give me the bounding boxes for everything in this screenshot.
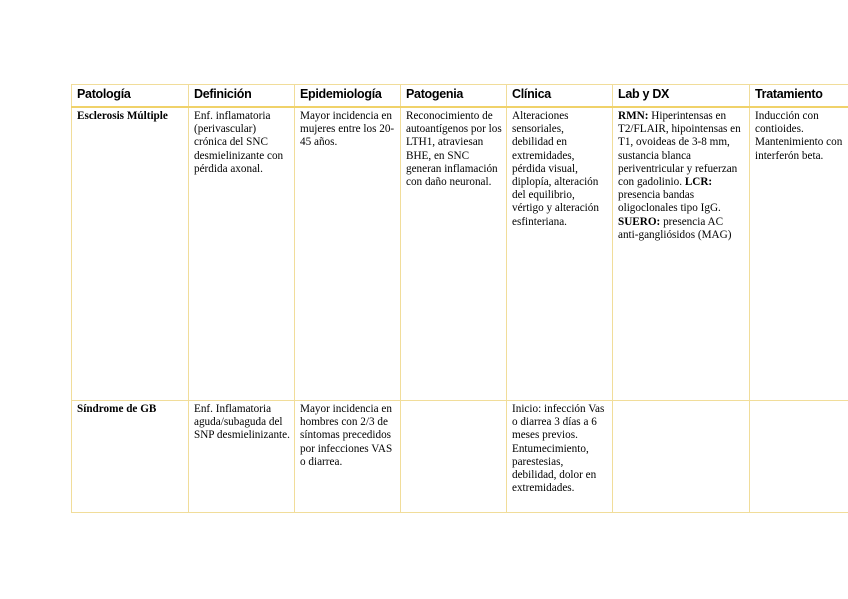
cell-tratamiento: Inducción con contioides. Mantenimiento con interferón beta. (750, 107, 848, 401)
cell-patologia: Síndrome de GB (72, 401, 189, 513)
cell-definicion: Enf. inflamatoria (perivascular) crónica del SNC desmielinizante con pérdida axonal. (189, 107, 295, 401)
lab-suero-label: SUERO: (618, 215, 661, 228)
cell-clinica: Alteraciones sensoriales, debilidad en extremidades, pérdida visual, diplopía, alteración del equilibrio, vértigo y alteración esfinteriana. (507, 107, 613, 401)
cell-tratamiento (750, 401, 848, 513)
lab-suero (618, 216, 731, 241)
cell-epidemiologia: Mayor incidencia en mujeres entre los 20-45 años. (295, 107, 401, 401)
lab-suero-text: presencia AC anti-gangliósidos (MAG) (618, 215, 732, 241)
table-header-row (72, 85, 848, 108)
lab-rmn-label: RMN: (618, 110, 649, 122)
header-clinica: Clínica (507, 85, 613, 108)
lab-lcr-text: presencia bandas oligoclonales tipo IgG. (618, 189, 721, 215)
lab-rmn (618, 110, 741, 188)
cell-patogenia (401, 401, 507, 513)
table-row (72, 401, 848, 513)
table-row (72, 107, 848, 401)
lab-lcr-label: LCR: (684, 176, 713, 189)
header-tratamiento: Tratamiento (750, 85, 848, 108)
cell-lab-dx (613, 401, 750, 513)
cell-epidemiologia: Mayor incidencia en hombres con 2/3 de síntomas precedidos por infecciones VAS o diarrea. (295, 401, 401, 513)
header-patogenia: Patogenia (401, 85, 507, 108)
cell-patogenia: Reconocimiento de autoantígenos por los LTH1, atraviesan BHE, en SNC generan inflamación con daño neuronal. (401, 107, 507, 401)
pathology-table (71, 84, 848, 513)
header-definicion: Definición (189, 85, 295, 108)
cell-patologia: Esclerosis Múltiple (72, 107, 189, 401)
cell-lab-dx (613, 107, 750, 401)
cell-clinica: Inicio: infección Vas o diarrea 3 días a 6 meses previos. Entumecimiento, parestesias, debilidad, dolor en extremidades. (507, 401, 613, 513)
cell-definicion: Enf. Inflamatoria aguda/subaguda del SNP desmielinizante. (189, 401, 295, 513)
header-lab-dx: Lab y DX (613, 85, 750, 108)
header-epidemiologia: Epidemiología (295, 85, 401, 108)
header-patologia: Patología (72, 85, 189, 108)
lab-rmn-text: Hiperintensas en T2/FLAIR, hipointensas en T1, ovoideas de 3-8 mm, sustancia blanca periventricular y refuerzan con gadolinio. (618, 110, 741, 189)
